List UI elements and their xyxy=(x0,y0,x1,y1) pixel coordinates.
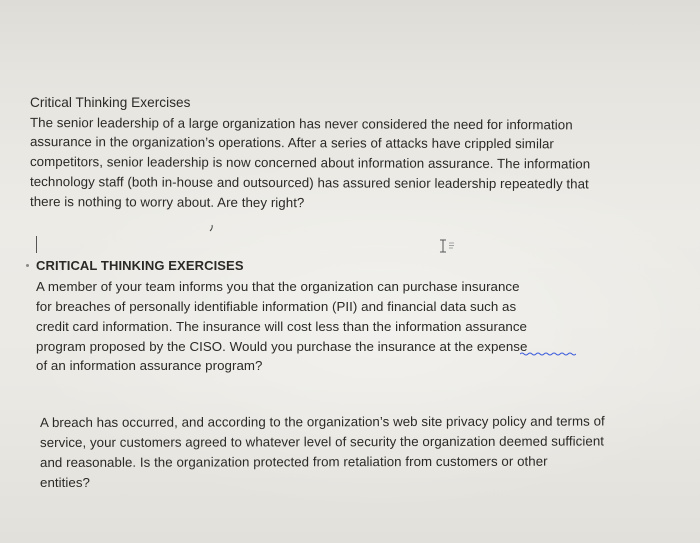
section-1-line-3: competitors, senior leadership is now concerned about information assurance. The information xyxy=(29,154,591,172)
i-beam-cursor-icon xyxy=(439,239,455,253)
section-2-line-4: program proposed by the CISO. Would you purchase the insurance at the expense xyxy=(36,339,528,354)
bullet-dot-icon xyxy=(26,264,29,267)
section-2-line-1: A member of your team informs you that the organization can purchase insurance xyxy=(36,279,520,294)
section-2-line-5: of an information assurance program? xyxy=(36,358,263,373)
section-3-line-1: A breach has occurred, and according to the organization’s web site privacy policy and terms of xyxy=(39,413,605,430)
section-3-line-3: and reasonable. Is the organization protected from retaliation from customers or other xyxy=(39,453,548,470)
section-1-line-5: there is nothing to worry about. Are they right? xyxy=(29,194,305,211)
text-insertion-caret-icon xyxy=(36,236,37,253)
section-2-line-2: for breaches of personally identifiable information (PII) and financial data such as xyxy=(36,299,517,314)
section-1-line-2: assurance in the organization’s operations. After a series of attacks have crippled similar xyxy=(29,134,554,152)
section-1-line-1: The senior leadership of a large organization has never considered the need for information xyxy=(29,115,573,133)
section-1-heading: Critical Thinking Exercises xyxy=(30,95,191,110)
stray-mark-icon xyxy=(207,224,215,232)
section-3-line-2: service, your customers agreed to whatever level of security the organization deemed sufficient xyxy=(39,433,605,450)
section-1-line-4: technology staff (both in-house and outsourced) has assured senior leadership repeatedly that xyxy=(29,174,589,192)
section-2-line-3: credit card information. The insurance will cost less than the information assurance xyxy=(36,319,528,334)
section-3-line-4: entities? xyxy=(40,475,90,490)
section-2-heading: CRITICAL THINKING EXERCISES xyxy=(36,258,244,273)
spellcheck-underline-icon xyxy=(520,352,576,356)
